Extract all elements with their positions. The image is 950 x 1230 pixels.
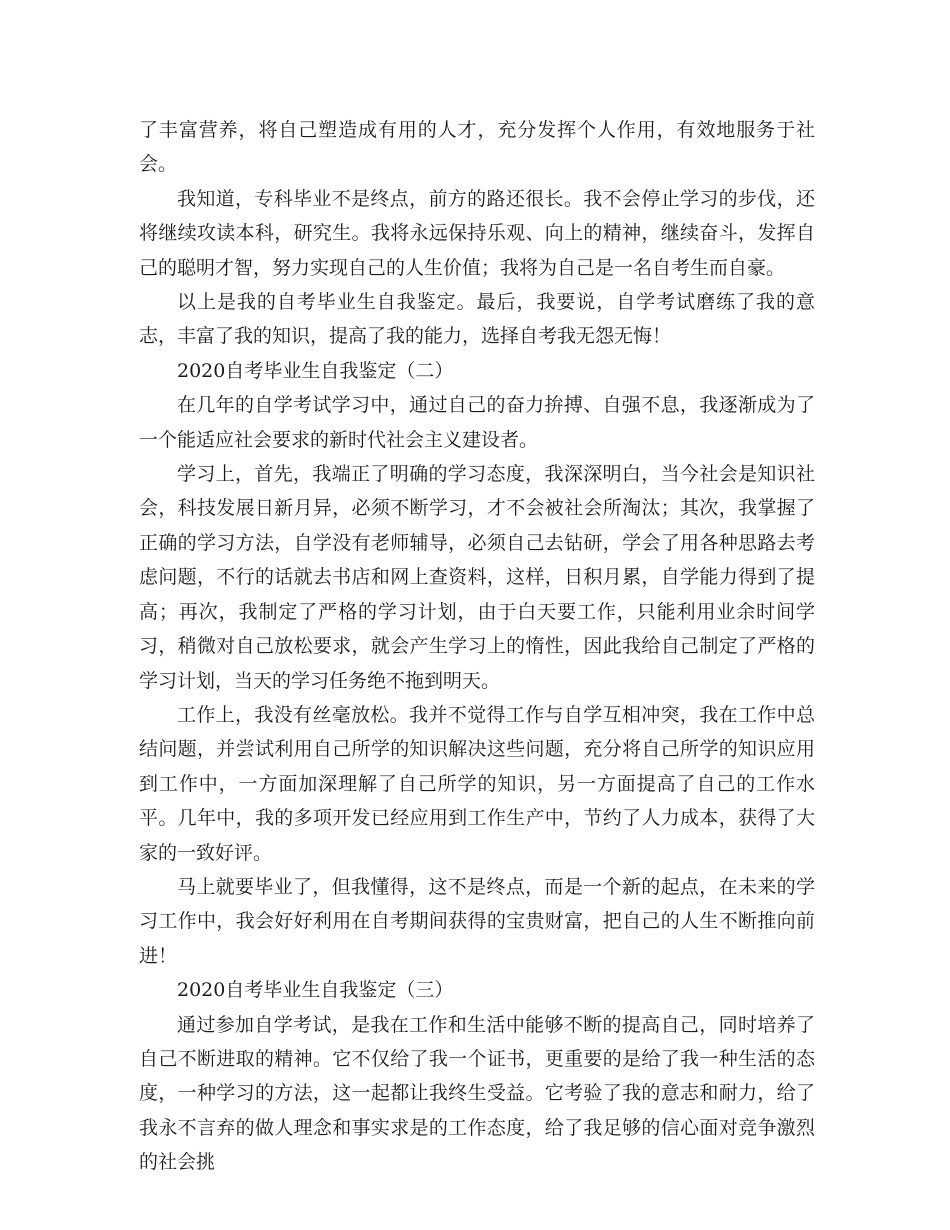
section-heading: 2020自考毕业生自我鉴定（三） (177, 979, 454, 1002)
paragraph-continuation: 了丰富营养，将自己塑造成有用的人才，充分发挥个人作用，有效地服务于社会。 (139, 119, 815, 176)
paragraph: 我知道，专科毕业不是终点，前方的路还很长。我不会停止学习的步伐，还将继续攻读本科，研究生。我将永远保持乐观、向上的精神，继续奋斗，发挥自己的聪明才智，努力实现自己的人生价值；我将为自己是一名自考生而自豪。 (139, 187, 815, 279)
paragraph: 在几年的自学考试学习中，通过自己的奋力拚搏、自强不息，我逐渐成为了一个能适应社会要求的新时代社会主义建设者。 (139, 394, 815, 451)
document-body (139, 113, 815, 1180)
paragraph: 马上就要毕业了，但我懂得，这不是终点，而是一个新的起点，在未来的学习工作中，我会好好利用在自考期间获得的宝贵财富，把自己的人生不断推向前进！ (139, 875, 815, 967)
paragraph: 以上是我的自考毕业生自我鉴定。最后，我要说，自学考试磨练了我的意志，丰富了我的知识，提高了我的能力，选择自考我无怨无悔！ (139, 291, 815, 348)
paragraph: 工作上，我没有丝毫放松。我并不觉得工作与自学互相冲突，我在工作中总结问题，并尝试利用自己所学的知识解决这些问题，充分将自己所学的知识应用到工作中，一方面加深理解了自己所学的知识，另一方面提高了自己的工作水平。几年中，我的多项开发已经应用到工作生产中，节约了人力成本，获得了大家的一致好评。 (139, 703, 815, 864)
section-heading: 2020自考毕业生自我鉴定（二） (177, 359, 454, 382)
paragraph: 学习上，首先，我端正了明确的学习态度，我深深明白，当今社会是知识社会，科技发展日新月异，必须不断学习，才不会被社会所淘汰；其次，我掌握了正确的学习方法，自学没有老师辅导，必须自己去钻研，学会了用各种思路去考虑问题，不行的话就去书店和网上查资料，这样，日积月累，自学能力得到了提高；再次，我制定了严格的学习计划，由于白天要工作，只能利用业余时间学习，稍微对自己放松要求，就会产生学习上的惰性，因此我给自己制定了严格的学习计划，当天的学习任务绝不拖到明天。 (139, 463, 815, 692)
paragraph: 通过参加自学考试，是我在工作和生活中能够不断的提高自己，同时培养了自己不断进取的精神。它不仅给了我一个证书，更重要的是给了我一种生活的态度，一种学习的方法，这一起都让我终生受益。它考验了我的意志和耐力，给了我永不言弃的做人理念和事实求是的工作态度，给了我足够的信心面对竞争激烈的社会挑 (139, 1013, 815, 1174)
